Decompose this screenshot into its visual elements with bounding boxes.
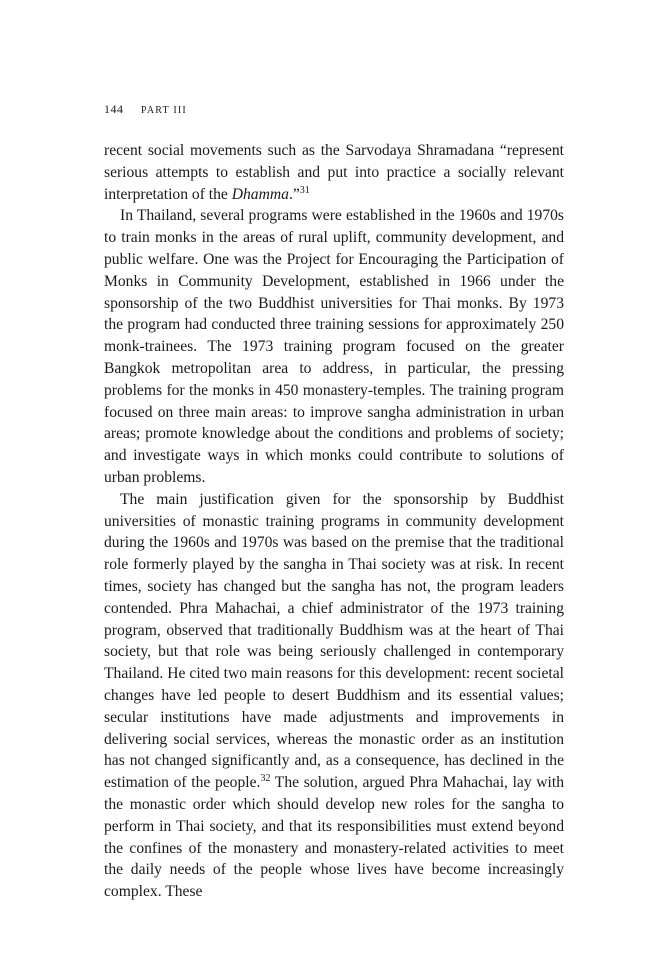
footnote-reference: 31	[299, 184, 310, 196]
part-label: PART III	[141, 105, 187, 116]
text-run: .”	[288, 185, 300, 203]
body-text	[104, 140, 564, 903]
italic-term: Dhamma	[231, 185, 289, 203]
paragraph	[104, 140, 564, 205]
paragraph	[104, 489, 564, 903]
text-run: The main justification given for the sponsorship by Buddhist universities of monastic training programs in community development during the 1960s and 1970s was based on the premise that the traditional role formerly played by the sangha in Thai society was at risk. In recent times, society has changed but the sangha has not, the program leaders contended. Phra Mahachai, a chief administrator of the 1973 training program, observed that traditionally Buddhism was at the heart of Thai society, but that role was being seriously challenged in contemporary Thailand. He cited two main reasons for this development: recent societal changes have led people to desert Buddhism and its essential values; secular institutions have made adjustments and improvements in delivering social services, whereas the monastic order as an institution has not changed significantly and, as a consequence, has declined in the estimation of the people.	[104, 490, 564, 792]
text-run: In Thailand, several programs were established in the 1960s and 1970s to train monks in the areas of rural uplift, community development, and public welfare. One was the Project for Encouraging the Participation of Monks in Community Development, established in 1966 under the sponsorship of the two Buddhist universities for Thai monks. By 1973 the program had conducted three training sessions for approximately 250 monk-trainees. The 1973 training program focused on the greater Bangkok metropolitan area to address, in particular, the pressing problems for the monks in 450 monastery-temples. The training program focused on three main areas: to improve sangha administration in urban areas; promote knowledge about the conditions and problems of society; and investigate ways in which monks could contribute to solutions of urban problems.	[104, 207, 564, 486]
footnote-reference: 32	[260, 772, 271, 784]
text-run: The solution, argued Phra Mahachai, lay with the monastic order which should develop new roles for the sangha to perform in Thai society, and that its responsibilities must extend beyond the confines of the monastery and monastery-related activities to meet the daily needs of the people whose lives have become increasingly complex. These	[104, 774, 564, 901]
text-run: recent social movements such as the Sarvodaya Shramadana “represent serious attempts to establish and put into practice a socially relevant interpretation of the	[104, 142, 564, 203]
page-number: 144	[104, 102, 124, 116]
running-head	[104, 102, 187, 117]
paragraph	[104, 205, 564, 488]
